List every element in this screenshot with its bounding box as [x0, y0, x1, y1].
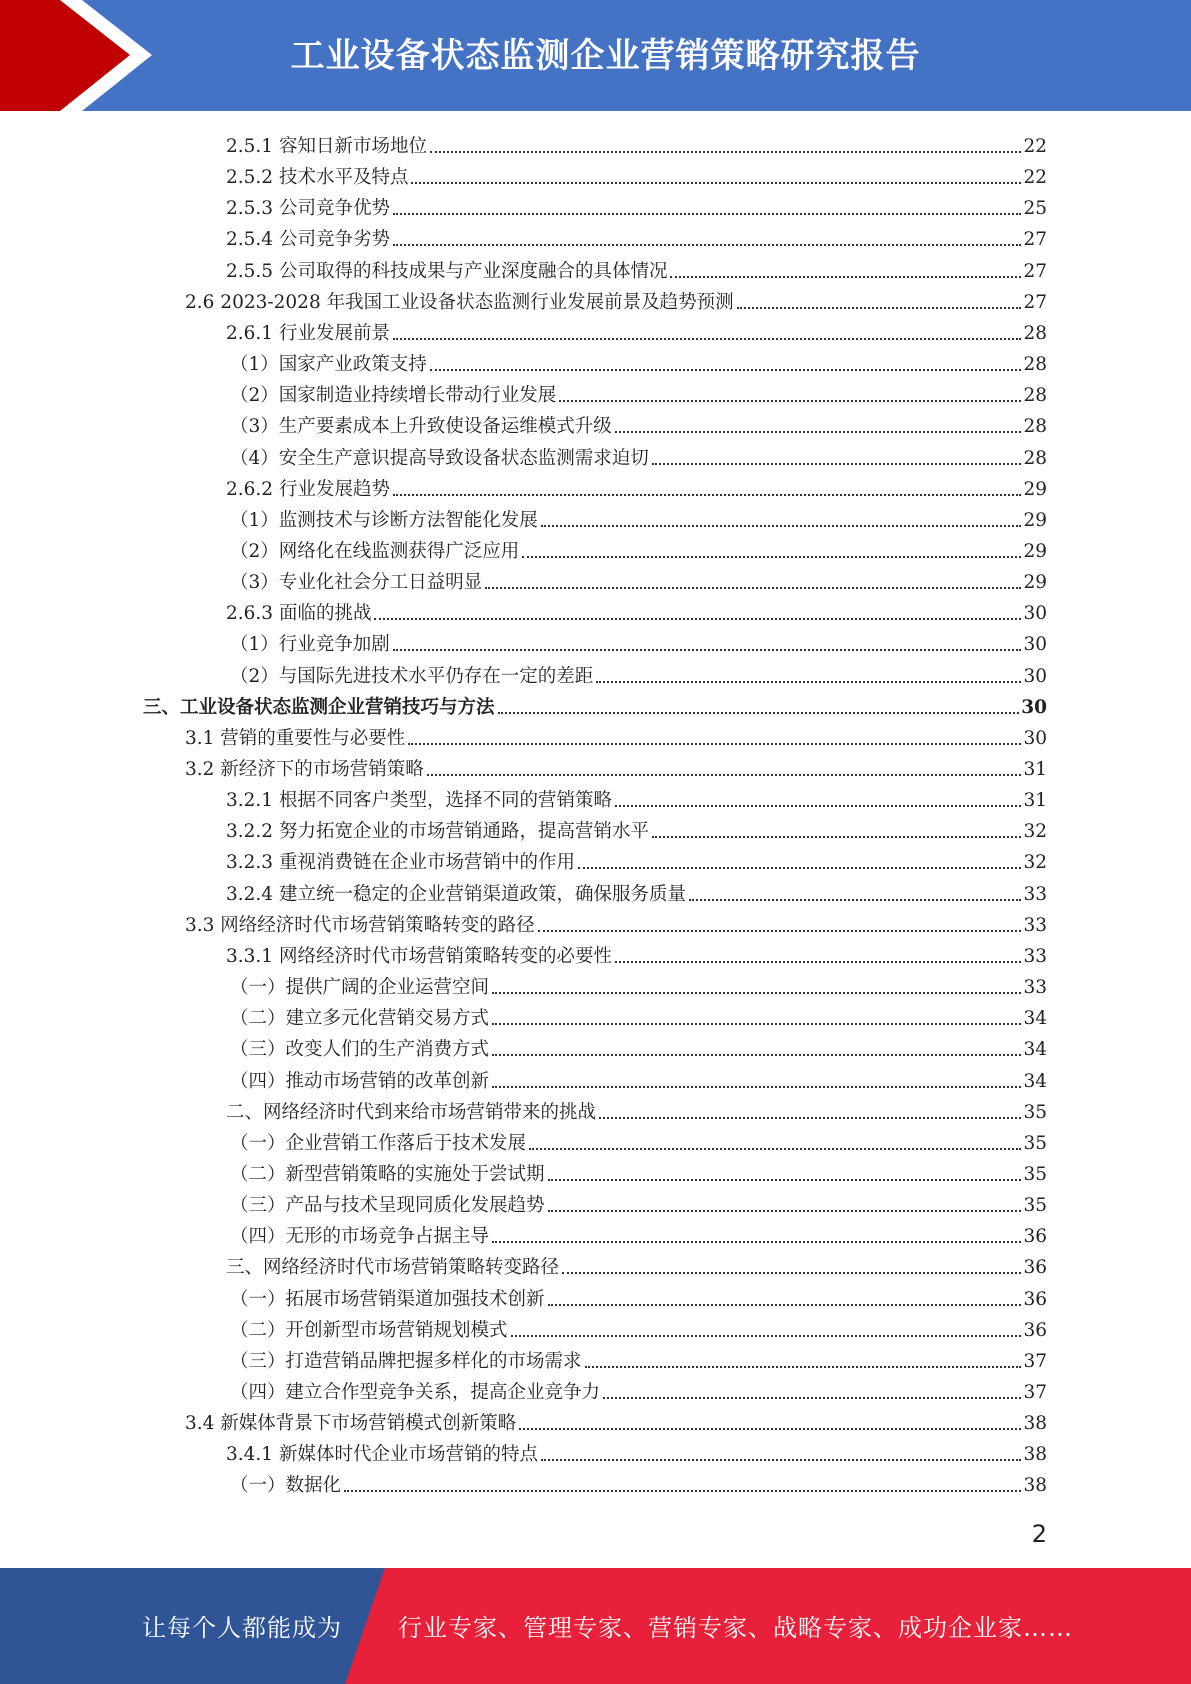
toc-entry-title: （3）专业化社会分工日益明显 [230, 572, 483, 593]
toc-leader-dots [578, 867, 1021, 869]
toc-entry-page: 28 [1023, 323, 1047, 344]
toc-entry-page: 30 [1023, 666, 1047, 687]
toc-entry[interactable] [230, 657, 1047, 688]
toc-leader-dots [562, 1272, 1021, 1274]
toc-leader-dots [541, 1459, 1021, 1461]
toc-leader-dots [652, 836, 1021, 838]
toc-leader-dots [492, 1023, 1021, 1025]
toc-leader-dots [541, 525, 1022, 527]
toc-entry-title: （一）数据化 [230, 1475, 342, 1496]
toc-entry[interactable] [226, 220, 1047, 251]
toc-leader-dots [615, 961, 1021, 963]
toc-entry-page: 34 [1023, 1039, 1047, 1060]
toc-entry[interactable] [226, 594, 1047, 625]
toc-leader-dots [522, 556, 1021, 558]
toc-leader-dots [411, 182, 1021, 184]
toc-entry[interactable] [226, 875, 1047, 906]
toc-leader-dots [615, 431, 1022, 433]
toc-leader-dots [548, 1210, 1022, 1212]
toc-entry-title: （一）拓展市场营销渠道加强技术创新 [230, 1289, 545, 1310]
toc-entry-title: （二）开创新型市场营销规划模式 [230, 1320, 508, 1341]
toc-entry[interactable] [226, 1435, 1047, 1466]
toc-entry-page: 29 [1023, 510, 1047, 531]
toc-entry-page: 32 [1023, 852, 1047, 873]
toc-entry-title: （二）新型营销策略的实施处于尝试期 [230, 1164, 545, 1185]
toc-leader-dots [393, 338, 1021, 340]
toc-entry-title: （4）安全生产意识提高导致设备状态监测需求迫切 [230, 448, 649, 469]
toc-entry[interactable] [226, 1248, 1047, 1279]
toc-leader-dots [393, 213, 1021, 215]
toc-leader-dots [603, 1397, 1021, 1399]
toc-entry-title: （二）建立多元化营销交易方式 [230, 1008, 490, 1029]
toc-entry-page: 36 [1023, 1289, 1047, 1310]
toc-entry-page: 22 [1023, 167, 1047, 188]
toc-entry[interactable] [230, 1342, 1047, 1373]
toc-entry[interactable] [143, 688, 1047, 719]
toc-entry-page: 27 [1023, 292, 1047, 313]
toc-entry-page: 30 [1023, 634, 1047, 655]
toc-leader-dots [596, 681, 1021, 683]
toc-entry-title: 2.5.1 容知日新市场地位 [226, 136, 427, 157]
toc-entry-title: （2）与国际先进技术水平仍存在一定的差距 [230, 666, 594, 687]
toc-entry-title: 3.3.1 网络经济时代市场营销策略转变的必要性 [226, 946, 612, 967]
toc-entry-page: 32 [1023, 821, 1047, 842]
toc-entry-title: 2.5.4 公司竞争劣势 [226, 229, 390, 250]
toc-entry-title: 三、网络经济时代市场营销策略转变路径 [226, 1257, 560, 1278]
toc-leader-dots [538, 930, 1022, 932]
toc-entry-page: 31 [1023, 759, 1047, 780]
toc-entry[interactable] [230, 999, 1047, 1030]
toc-entry[interactable] [230, 968, 1047, 999]
page-header [0, 0, 1191, 111]
toc-entry-page: 37 [1023, 1382, 1047, 1403]
toc-entry-title: （1）行业竞争加剧 [230, 634, 390, 655]
toc-entry[interactable] [230, 1217, 1047, 1248]
toc-leader-dots [689, 899, 1021, 901]
toc-entry[interactable] [230, 1155, 1047, 1186]
toc-leader-dots [485, 587, 1021, 589]
toc-entry-title: （三）产品与技术呈现同质化发展趋势 [230, 1195, 545, 1216]
toc-leader-dots [559, 400, 1021, 402]
toc-entry[interactable] [226, 158, 1047, 189]
toc-leader-dots [393, 494, 1021, 496]
toc-leader-dots [492, 992, 1021, 994]
toc-entry[interactable] [230, 1186, 1047, 1217]
toc-leader-dots [529, 1148, 1021, 1150]
toc-entry-page: 29 [1023, 541, 1047, 562]
toc-leader-dots [548, 1179, 1022, 1181]
toc-entry[interactable] [226, 1093, 1047, 1124]
toc-entry-title: 3.2.4 建立统一稳定的企业营销渠道政策，确保服务质量 [226, 884, 686, 905]
toc-leader-dots [427, 774, 1022, 776]
toc-entry-title: 2.5.2 技术水平及特点 [226, 167, 409, 188]
toc-entry[interactable] [226, 843, 1047, 874]
toc-leader-dots [498, 712, 1020, 714]
toc-entry-title: 3.4 新媒体背景下市场营销模式创新策略 [185, 1413, 517, 1434]
toc-entry-page: 30 [1023, 728, 1047, 749]
toc-entry-page: 28 [1023, 416, 1047, 437]
toc-entry-title: 3.2.1 根据不同客户类型，选择不同的营销策略 [226, 790, 612, 811]
toc-entry[interactable] [185, 719, 1047, 750]
toc-entry[interactable] [230, 1280, 1047, 1311]
toc-entry-title: 3.2 新经济下的市场营销策略 [185, 759, 424, 780]
toc-entry[interactable] [230, 625, 1047, 656]
toc-entry-page: 22 [1023, 136, 1047, 157]
toc-leader-dots [652, 463, 1022, 465]
toc-entry-title: （四）建立合作型竞争关系，提高企业竞争力 [230, 1382, 601, 1403]
toc-entry-page: 34 [1023, 1008, 1047, 1029]
toc-entry-page: 35 [1023, 1164, 1047, 1185]
toc-entry-title: （2）网络化在线监测获得广泛应用 [230, 541, 520, 562]
toc-entry-page: 29 [1023, 479, 1047, 500]
toc-leader-dots [408, 743, 1021, 745]
toc-entry-title: 2.5.5 公司取得的科技成果与产业深度融合的具体情况 [226, 261, 668, 282]
toc-entry-title: 2.6.1 行业发展前景 [226, 323, 390, 344]
toc-entry-title: 三、工业设备状态监测企业营销技巧与方法 [143, 697, 495, 718]
toc-leader-dots [430, 151, 1021, 153]
toc-entry-title: 2.6.3 面临的挑战 [226, 603, 372, 624]
toc-leader-dots [585, 1366, 1022, 1368]
toc-leader-dots [492, 1241, 1021, 1243]
toc-entry-page: 33 [1023, 884, 1047, 905]
toc-entry-page: 28 [1023, 354, 1047, 375]
toc-entry-title: 2.6 2023-2028 年我国工业设备状态监测行业发展前景及趋势预测 [185, 292, 734, 313]
toc-entry[interactable] [185, 750, 1047, 781]
footer-slogan-right: 行业专家、管理专家、营销专家、战略专家、成功企业家…… [398, 1614, 1073, 1642]
toc-entry[interactable] [185, 283, 1047, 314]
toc-entry-page: 36 [1023, 1226, 1047, 1247]
toc-entry-title: （三）打造营销品牌把握多样化的市场需求 [230, 1351, 582, 1372]
toc-entry-title: 3.4.1 新媒体时代企业市场营销的特点 [226, 1444, 538, 1465]
toc-entry-title: 3.1 营销的重要性与必要性 [185, 728, 406, 749]
toc-entry-page: 36 [1023, 1257, 1047, 1278]
toc-entry[interactable] [226, 189, 1047, 220]
toc-entry-page: 30 [1021, 697, 1047, 718]
toc-entry-page: 38 [1023, 1475, 1047, 1496]
toc-entry-title: （三）改变人们的生产消费方式 [230, 1039, 490, 1060]
toc-entry-page: 35 [1023, 1102, 1047, 1123]
toc-leader-dots [670, 276, 1021, 278]
toc-entry[interactable] [230, 1030, 1047, 1061]
toc-entry[interactable] [226, 937, 1047, 968]
toc-leader-dots [492, 1054, 1021, 1056]
toc-entry-title: （一）提供广阔的企业运营空间 [230, 977, 490, 998]
toc-leader-dots [599, 1117, 1021, 1119]
toc-entry-title: （1）国家产业政策支持 [230, 354, 427, 375]
toc-entry-title: （2）国家制造业持续增长带动行业发展 [230, 385, 557, 406]
toc-entry[interactable] [226, 314, 1047, 345]
toc-leader-dots [430, 369, 1022, 371]
toc-entry-page: 28 [1023, 385, 1047, 406]
toc-entry-title: 二、网络经济时代到来给市场营销带来的挑战 [226, 1102, 597, 1123]
toc-leader-dots [511, 1335, 1022, 1337]
toc-entry-page: 33 [1023, 915, 1047, 936]
toc-entry-page: 31 [1023, 790, 1047, 811]
toc-entry-title: 2.5.3 公司竞争优势 [226, 198, 390, 219]
toc-entry[interactable] [230, 345, 1047, 376]
toc-entry[interactable] [185, 906, 1047, 937]
toc-entry[interactable] [230, 1466, 1047, 1497]
toc-entry-page: 30 [1023, 603, 1047, 624]
toc-entry-page: 35 [1023, 1195, 1047, 1216]
toc-entry-page: 28 [1023, 448, 1047, 469]
toc-entry[interactable] [230, 501, 1047, 532]
toc-entry[interactable] [230, 1311, 1047, 1342]
toc-leader-dots [393, 244, 1021, 246]
toc-entry[interactable] [230, 1373, 1047, 1404]
toc-entry[interactable] [230, 1124, 1047, 1155]
toc-entry[interactable] [230, 407, 1047, 438]
toc-entry-title: （一）企业营销工作落后于技术发展 [230, 1133, 527, 1154]
toc-entry[interactable] [230, 439, 1047, 470]
toc-entry-page: 38 [1023, 1444, 1047, 1465]
toc-entry[interactable] [230, 1062, 1047, 1093]
toc-entry-title: （3）生产要素成本上升致使设备运维模式升级 [230, 416, 612, 437]
toc-entry-page: 33 [1023, 946, 1047, 967]
toc-entry-page: 38 [1023, 1413, 1047, 1434]
toc-leader-dots [344, 1490, 1021, 1492]
toc-entry-title: 3.3 网络经济时代市场营销策略转变的路径 [185, 915, 535, 936]
toc-entry-page: 25 [1023, 198, 1047, 219]
toc-entry[interactable] [230, 376, 1047, 407]
toc-leader-dots [374, 618, 1021, 620]
toc-leader-dots [615, 805, 1021, 807]
toc-entry-page: 29 [1023, 572, 1047, 593]
toc-entry[interactable] [226, 470, 1047, 501]
toc-entry[interactable] [230, 563, 1047, 594]
toc-entry-title: 3.2.2 努力拓宽企业的市场营销通路，提高营销水平 [226, 821, 649, 842]
toc-entry[interactable] [226, 252, 1047, 283]
toc-entry-page: 34 [1023, 1071, 1047, 1092]
toc-entry-title: （四）无形的市场竞争占据主导 [230, 1226, 490, 1247]
toc-entry-page: 33 [1023, 977, 1047, 998]
toc-entry[interactable] [226, 127, 1047, 158]
toc-leader-dots [393, 649, 1022, 651]
toc-entry-page: 27 [1023, 229, 1047, 250]
report-title: 工业设备状态监测企业营销策略研究报告 [290, 36, 921, 76]
toc-entry-title: （四）推动市场营销的改革创新 [230, 1071, 490, 1092]
page-number: 2 [1031, 1520, 1047, 1548]
page-footer [0, 1568, 1191, 1684]
toc-leader-dots [519, 1428, 1021, 1430]
toc-leader-dots [492, 1086, 1021, 1088]
toc-entry-title: 3.2.3 重视消费链在企业市场营销中的作用 [226, 852, 575, 873]
toc-entry-page: 27 [1023, 261, 1047, 282]
footer-slogan-left: 让每个人都能成为 [142, 1614, 342, 1642]
toc-entry[interactable] [226, 781, 1047, 812]
toc-entry[interactable] [185, 1404, 1047, 1435]
toc-entry-title: 2.6.2 行业发展趋势 [226, 479, 390, 500]
toc-entry-title: （1）监测技术与诊断方法智能化发展 [230, 510, 538, 531]
toc-leader-dots [737, 307, 1022, 309]
toc-entry[interactable] [226, 812, 1047, 843]
toc-entry[interactable] [230, 532, 1047, 563]
toc-leader-dots [548, 1304, 1022, 1306]
toc-entry-page: 37 [1023, 1351, 1047, 1372]
toc-entry-page: 35 [1023, 1133, 1047, 1154]
toc-entry-page: 36 [1023, 1320, 1047, 1341]
